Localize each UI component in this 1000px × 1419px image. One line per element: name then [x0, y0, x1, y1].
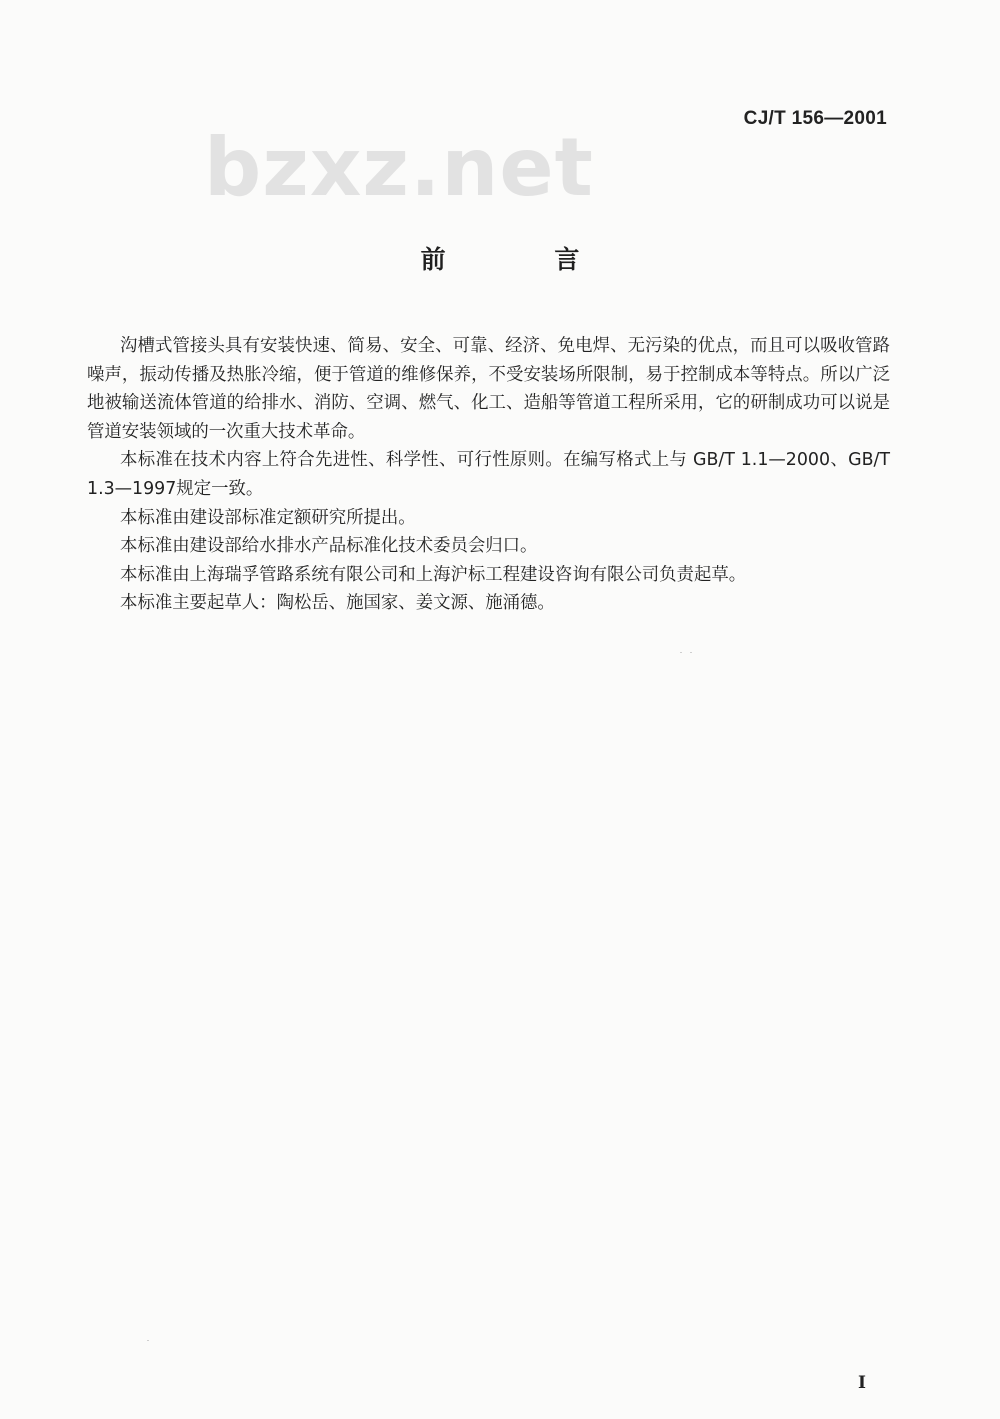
scan-speck	[680, 652, 682, 653]
paragraph: 沟槽式管接头具有安装快速、简易、安全、可靠、经济、免电焊、无污染的优点，而且可以吸收管路噪声，振动传播及热胀冷缩，便于管道的维修保养，不受安装场所限制，易于控制成本等特点。所以广泛地被输送流体管道的给排水、消防、空调、燃气、化工、造船等管道工程所采用，它的研制成功可以说是管道安装领域的一次重大技术革命。	[87, 336, 890, 442]
section-title: 前 言	[420, 245, 630, 274]
watermark: bzxz.net	[204, 121, 594, 214]
scan-speck	[147, 1340, 149, 1341]
foreword-body	[87, 332, 896, 618]
page-number: I	[858, 1373, 866, 1393]
paragraph: 本标准由上海瑞孚管路系统有限公司和上海沪标工程建设咨询有限公司负责起草。	[120, 564, 747, 585]
paragraph: 本标准主要起草人：陶松岳、施国家、姜文源、施涌德。	[120, 593, 555, 614]
paragraph: 本标准在技术内容上符合先进性、科学性、可行性原则。在编写格式上与 GB/T 1.1—2000、GB/T 1.3—1997规定一致。	[87, 450, 896, 499]
scan-speck	[690, 652, 692, 653]
paragraph: 本标准由建设部给水排水产品标准化技术委员会归口。	[120, 536, 538, 557]
standard-code: CJ/T 156—2001	[743, 108, 887, 129]
paragraph: 本标准由建设部标准定额研究所提出。	[120, 507, 416, 528]
